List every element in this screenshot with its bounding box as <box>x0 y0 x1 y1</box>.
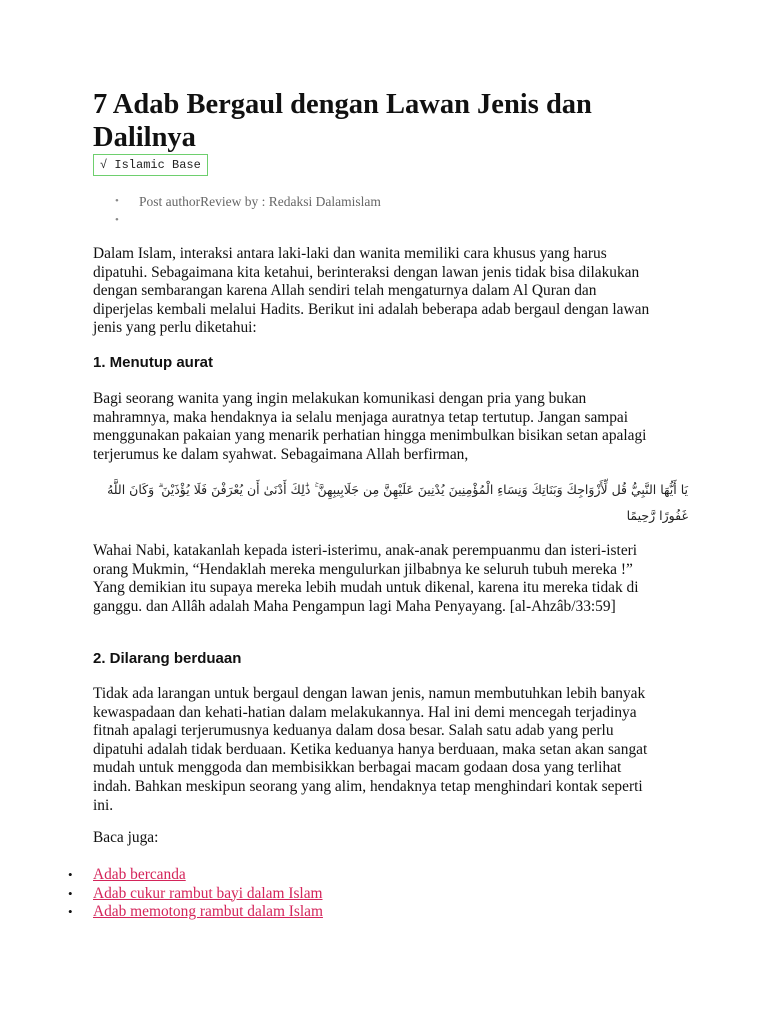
category-badge[interactable]: √ Islamic Base <box>93 154 208 176</box>
section-paragraph-1: Bagi seorang wanita yang ingin melakukan komunikasi dengan pria yang bukan mahramnya, maka hendaknya ia selalu menjaga auratnya tetap tertutup. Jangan sampai menggunakan pakaian yang menarik perhatian hingga menimbulkan bisikan setan apalagi terjerumus ke dalam syahwat. Sebagaimana Allah berfirman, <box>93 390 647 463</box>
list-item <box>68 885 323 904</box>
post-meta-empty <box>93 211 381 230</box>
section-heading-1: 1. Menutup aurat <box>93 354 214 371</box>
list-item <box>68 903 323 922</box>
article-title: 7 Adab Bergaul dengan Lawan Jenis dan Dalilnya <box>93 89 592 153</box>
arabic-verse: يَا أَيُّهَا النَّبِيُّ قُل لِّأَزْوَاجِكَ وَبَنَاتِكَ وَنِسَاءِ الْمُؤْمِنِينَ يُدْنِينَ عَلَيْهِنَّ مِن جَلَابِيبِهِنَّ ۚ ذَٰلِكَ أَدْنَىٰ أَن يُعْرَفْنَ فَلَا يُؤْذَيْنَ ۗ وَكَانَ اللَّهُ غَفُورًا رَّحِيمًا <box>107 482 688 523</box>
intro-paragraph: Dalam Islam, interaksi antara laki-laki dan wanita memiliki cara khusus yang harus dipatuhi. Sebagaimana kita ketahui, berinteraksi dengan lawan jenis tidak bisa dilakukan dengan sembarangan karena Allah sendiri telah mengaturnya dalam Al Quran dan diperjelas kembali melalui Hadits. Berikut ini adalah beberapa adab bergaul dengan lawan jenis yang perlu diketahui: <box>93 245 650 337</box>
verse-translation: Wahai Nabi, katakanlah kepada isteri-isterimu, anak-anak perempuanmu dan isteri-isteri orang Mukmin, “Hendaklah mereka mengulurkan jilbabnya ke seluruh tubuh mereka !” Yang demikian itu supaya mereka lebih mudah untuk dikenal, karena itu mereka tidak di ganggu. dan Allâh adalah Maha Pengampun lagi Maha Penyayang. [al-Ahzâb/33:59] <box>93 542 639 615</box>
related-link[interactable]: Adab memotong rambut dalam Islam <box>93 903 323 921</box>
related-link[interactable]: Adab bercanda <box>93 866 186 883</box>
section-heading-2: 2. Dilarang berduaan <box>93 650 242 667</box>
list-item <box>68 866 323 885</box>
related-link[interactable]: Adab cukur rambut bayi dalam Islam <box>93 884 323 902</box>
post-meta-list <box>93 192 381 230</box>
read-also-label: Baca juga: <box>93 829 159 846</box>
related-links-list <box>68 866 323 922</box>
post-author: • Post authorReview by : Redaksi Dalamislam <box>93 192 381 211</box>
section-paragraph-2: Tidak ada larangan untuk bergaul dengan lawan jenis, namun membutuhkan lebih banyak kewaspadaan dan kehati-hatian dalam melakukannya. Hal ini demi mencegah terjadinya fitnah apalagi terjerumusnya keduanya dalam dosa besar. Salah satu adab yang perlu dipatuhi adalah tidak berduaan. Ketika keduanya hanya berduaan, maka setan akan sangat mudah untuk menggoda dan membisikkan berbagai macam godaan dosa yang terlihat indah. Bahkan meskipun seorang yang alim, hendaknya tetap menghindari kontak seperti ini. <box>93 685 648 814</box>
